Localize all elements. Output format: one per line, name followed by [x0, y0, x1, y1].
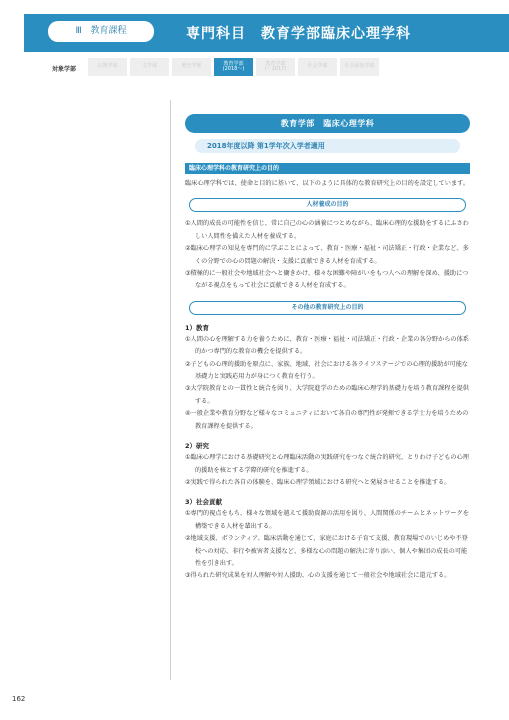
chapter-header — [24, 14, 509, 52]
list-item: ②実践で得られた各自の体験を、臨床心理学領域における研究へと発展させることを推進する。 — [185, 478, 451, 486]
list-item: ①人間の心を理解する力を養うために、教育・医療・福祉・司法矯正・行政・企業の各分野からの体系的かつ専門的な教育の機会を提供する。 — [185, 335, 469, 356]
tab-social-welfare: 社会福祉学部 — [340, 58, 379, 76]
list-item: ③得られた研究成果を対人理解や対人援助、心の支援を通じて一般社会や地域社会に還元する。 — [185, 572, 451, 580]
main-content — [185, 114, 470, 583]
group-heading-social: 3）社会貢献 — [185, 498, 223, 507]
goal-item: ②臨床心理学の知見を専門的に学ぶことによって、教育・医療・福祉・司法矯正・行政・企業など、多くの分野での心の問題の解決・支援に貢献できる人材を育成する。 — [185, 245, 469, 265]
other-goals-heading: その他の教育研究上の目的 — [189, 301, 466, 315]
group-heading-research: 2）研究 — [185, 442, 210, 451]
talent-goals-heading: 人材養成の目的 — [189, 198, 466, 212]
list-item: ②子どもの心理的援助を原点に、家族、地域、社会における各ライフステージでの心理的援助が可能な基礎力と実践応用力が身につく教育を行う。 — [185, 360, 469, 381]
faculty-tabs — [88, 58, 379, 76]
intro-paragraph: 臨床心理学科では、使命と目的に基いて、以下のように具体的な教育研究上の目的を設定しています。 — [185, 180, 470, 187]
goal-item: ①人間的成長の可能性を信じ、常に自己の心の涵養につとめながら、臨床心理的な援助をするにふさわしい人間性を備えた人材を養成する。 — [185, 220, 469, 240]
page-number: 162 — [12, 695, 26, 703]
list-item: ②地域支援、ボランティア、臨床活動を通じて、家庭における子育て支援、教育現場でのいじめや不登校への対応、非行や被害者支援など、多様な心の問題の解決に寄り添い、個人や集団の成長の可能性を引き出す。 — [185, 535, 468, 567]
applicability-subtitle: 2018年度以降 第1学年次入学者適用 — [195, 139, 460, 153]
faculty-label: 対象学部 — [52, 66, 77, 73]
tab-buddhism: 仏教学部 — [88, 58, 127, 76]
chapter-name: 教育課程 — [90, 26, 127, 36]
column-divider — [170, 100, 171, 680]
list-item: ①臨床心理学における基礎研究と心理臨床活動の実践研究をつなぐ統合的研究、とりわけ子どもの心理的援助を核とする学際的研究を推進する。 — [185, 454, 469, 474]
tab-history: 歴史学部 — [172, 58, 211, 76]
tab-education-2018: 教育学部 (2018〜) — [214, 58, 253, 76]
goal-item: ③積極的に一般社会や地域社会へと働きかけ、様々な困難や障がいをもつ人への理解を深め、援助につながる視点をもって社会に貢献できる人材を育成する。 — [185, 270, 469, 290]
chapter-number: Ⅲ — [75, 26, 82, 36]
chapter-pill — [48, 21, 154, 42]
tab-letters: 文学部 — [130, 58, 169, 76]
department-title: 教育学部 臨床心理学科 — [185, 114, 470, 133]
list-item: ④一般企業や教育分野など様々なコミュニティにおいて各自の専門性が発揮できる学士力を培うための教育課程を提供する。 — [185, 410, 469, 430]
list-item: ③大学院教育との一貫性と統合を図り、大学院進学のための臨床心理学的基礎力を培う教育課程を提供する。 — [185, 385, 469, 405]
page-title: 専門科目 教育学部臨床心理学科 — [186, 26, 411, 42]
tab-education-2017: 教育学部 (〜2017) — [256, 58, 295, 76]
section-heading: 臨床心理学科の教育研究上の目的 — [185, 163, 470, 174]
list-item: ①専門的視点をもち、様々な領域を越えて援助資源の活用を図り、人間関係のチームとネットワークを構築できる人材を輩出する。 — [185, 510, 469, 530]
group-heading-education: 1）教育 — [185, 323, 210, 332]
tab-sociology: 社会学部 — [298, 58, 337, 76]
